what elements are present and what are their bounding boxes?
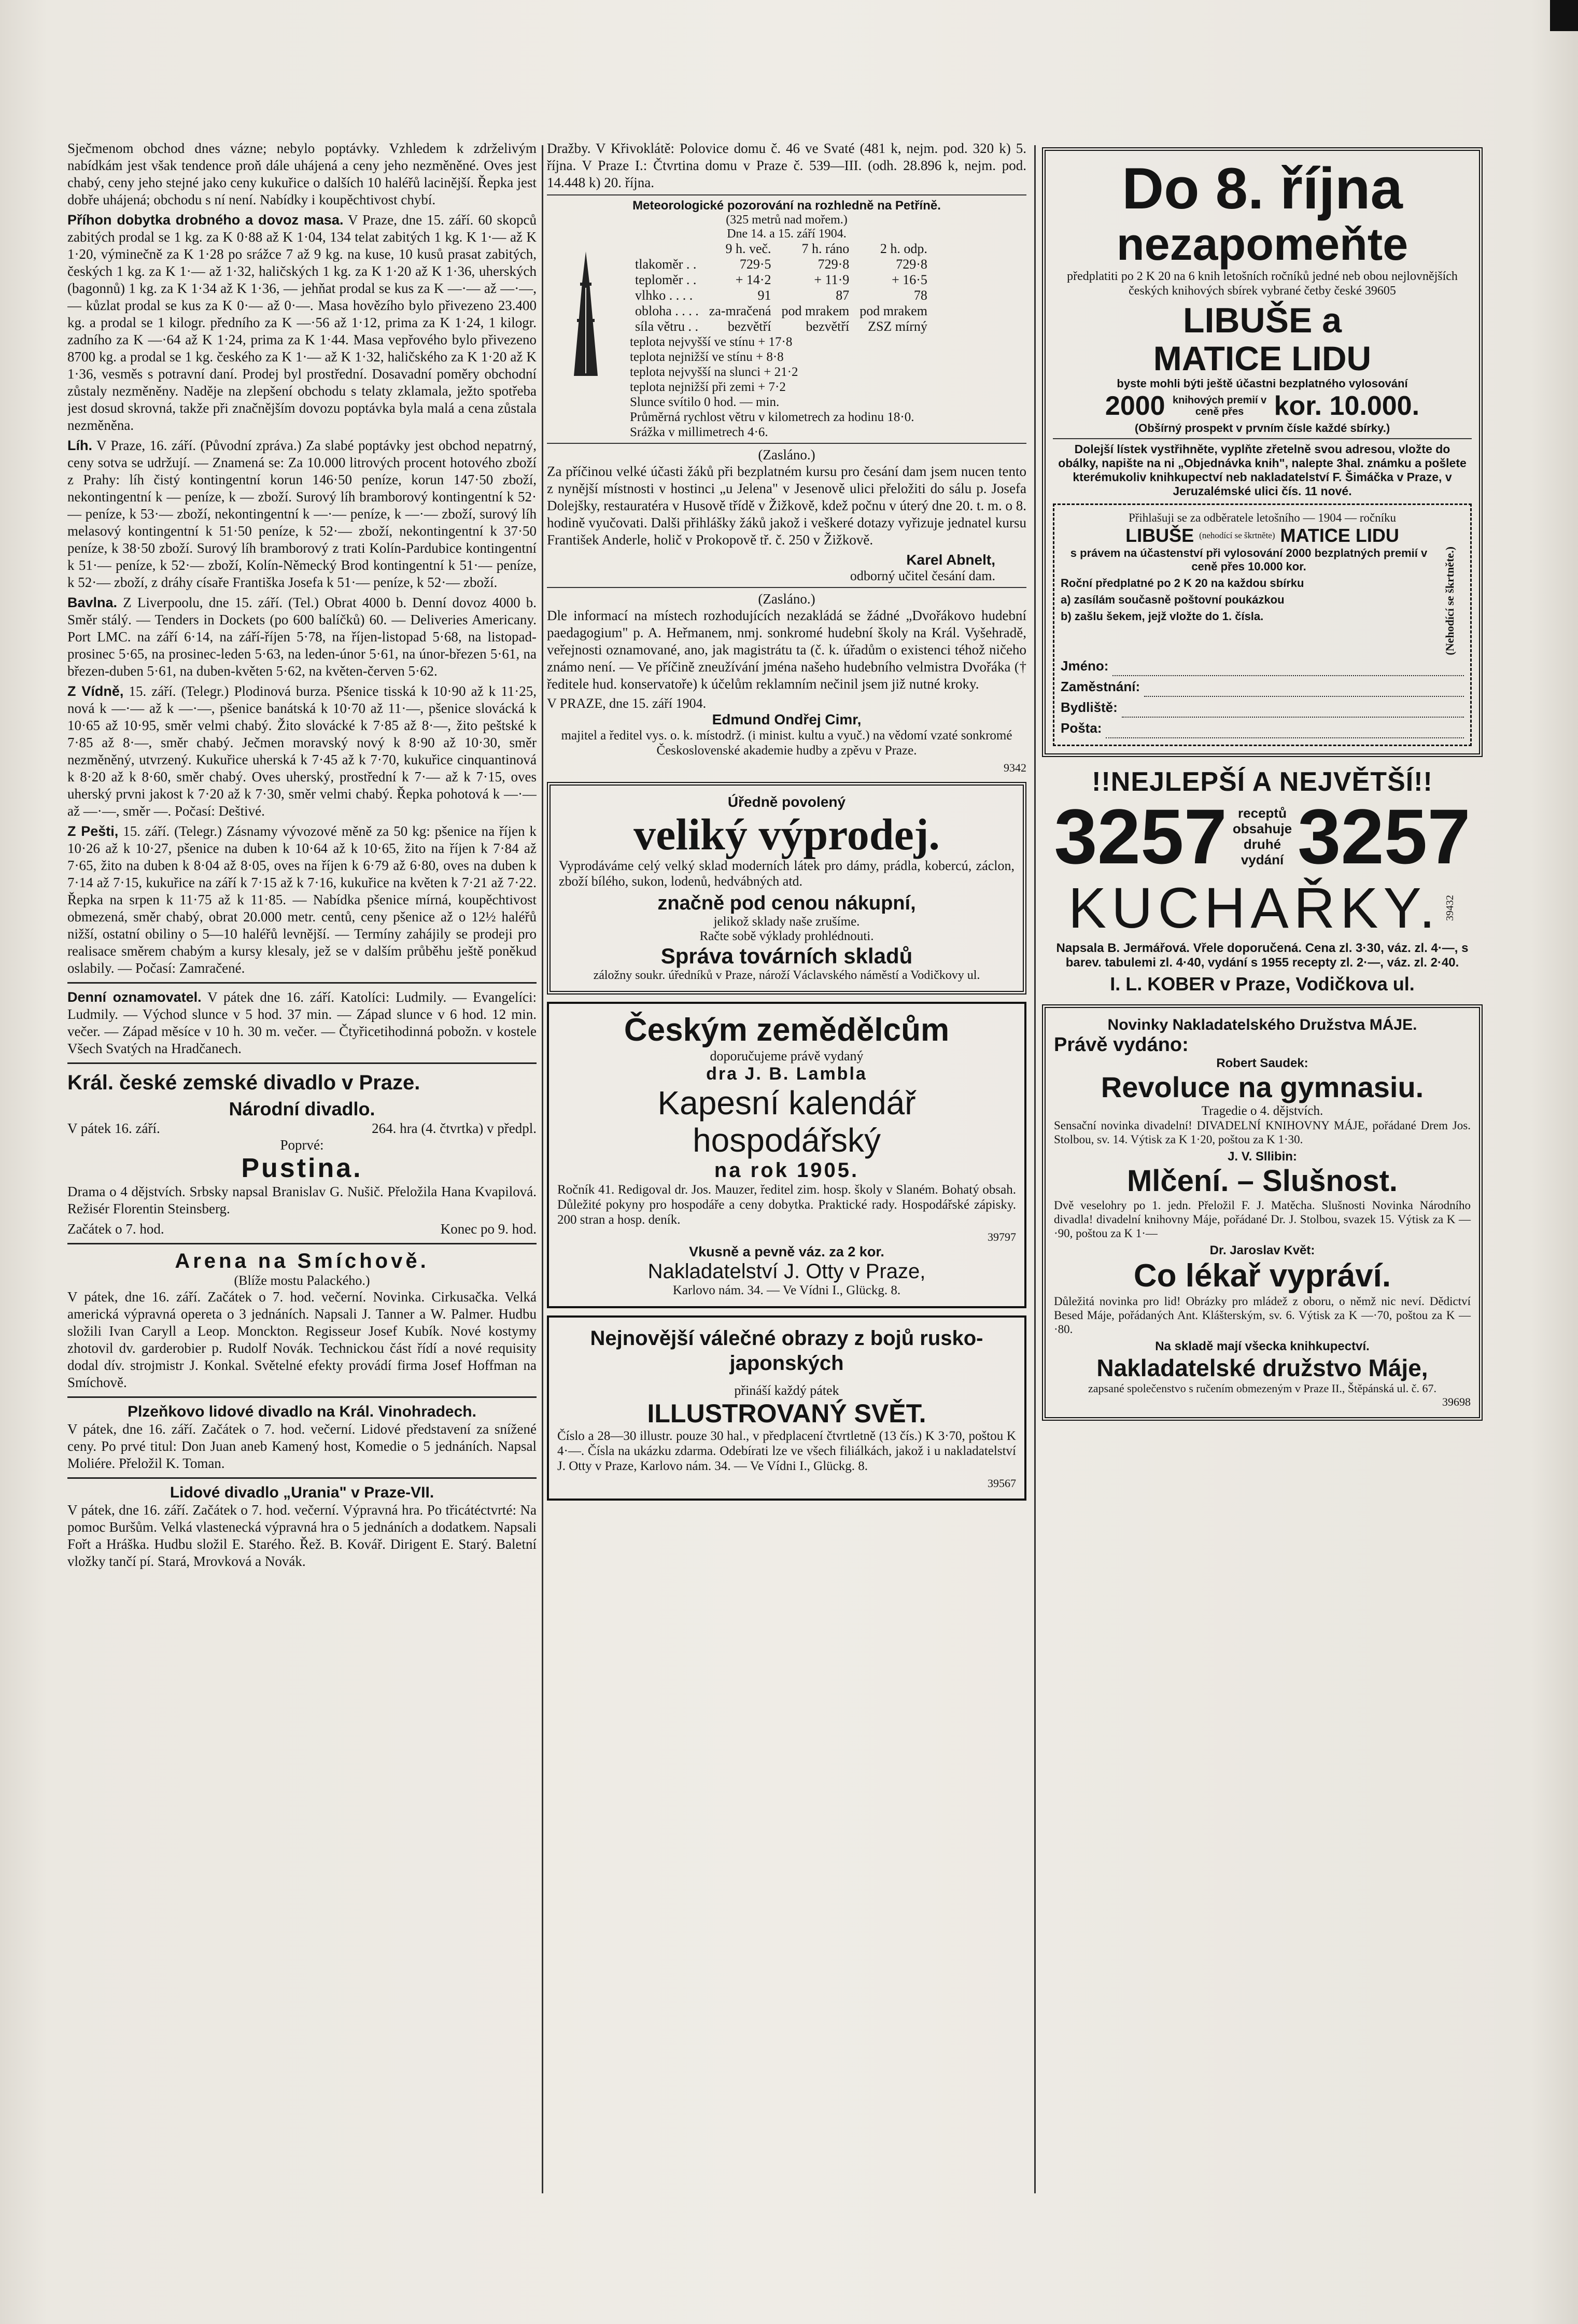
arena-title: Arena na Smíchově. [175, 1250, 429, 1272]
cook-number-right: 3257 [1298, 792, 1471, 880]
met-table [630, 241, 933, 334]
ad1-matice: MATICE LIDU [1153, 339, 1372, 377]
form-side-note: (Nehodící se škrtněte.) [1443, 547, 1456, 655]
separator [67, 1477, 537, 1479]
libuse-advert [1042, 147, 1483, 757]
sale-note: jelikož sklady naše zrušíme. [713, 915, 860, 929]
cook-pub: I. L. KOBER v Praze, Vodičkova ul. [1110, 973, 1415, 995]
cook-mid: receptů obsahuje druhé vydání [1232, 805, 1292, 867]
zaslano2-place: V PRAZE, dne 15. září 1904. [547, 696, 707, 711]
form-field-name[interactable] [1061, 655, 1464, 676]
form-pay: Roční předplatné po 2 K 20 na každou sbírku [1061, 577, 1304, 590]
separator [1053, 438, 1472, 439]
separator [67, 1396, 537, 1398]
livestock-text: V Praze, dne 15. září. 60 skopců zabitých prodal se 1 kg. za K 0·88 až K 1·04, 134 telat zabitých 1 kg. K 1·— až K 1·20, výminečně za K 1·28 po srážce 7 až 9 kg. na kuse, 10 kusů prasat zabitých, českých 1 kg. za K 1·— až 1·32, haličských 1 kg. za K 1·20 až K 1·36, uherských (bagonnů) 1 kg. za K 1·34 až K 1·36, — jehňat prodal se kus za K —·— až —·—, — kůzlat prodal se kus za K 0·— až 0·—. Masa hovězího bylo přivezeno 23.400 kg. a prodal se 1 kilogr. předního za K —·56 až 1·12, prima za K 1·24, 1 kilogr. zadního za K —·64 až K 1·24, prima za K 1·44. Masa vepřového bylo přivezeno 8700 kg. a prodal se 1 kg. českého za K 1·— až K 1·32, haličského za K 1·20 až K 1·36, vesměs s potravní daní. Prodej byl prostřední. Dosavadní poměry obchodní zůstaly nezměněny. Naděje na zlepšení obchodu s telaty zklamala, ježto spotřeba jest dosud skrovná, takže při značnějším dovozu poptávka byla malá a cena zůstala nezměněna. [67, 212, 537, 433]
met-header: 2 h. odp. [880, 241, 927, 256]
column-rule-1 [542, 145, 543, 2193]
ad1-prize-number: 2000 [1105, 391, 1165, 421]
zaslano1-role: odborný učitel česání dam. [850, 568, 995, 583]
national-theatre-title: Národní divadlo. [229, 1098, 375, 1119]
spirit-report [67, 437, 537, 591]
maj-addr: zapsané společenstvo s ručením obmezeným v Praze II., Štěpánská ul. č. 67. [1088, 1381, 1436, 1395]
almanac-text: V pátek dne 16. září. Katolíci: Ludmily. — Evangelíci: Ludmily. — Východ slunce v 5 hod. 37 min. — Západ slunce v 6 hod. 12 min. večer. — Západ měsíce v 10 h. 30 m. večer. — Čtyřicetihodinná pobožn. v kostele Všech Svatých na Hradčanech. [67, 989, 537, 1056]
nd-perf: 264. hra (4. čtvrtka) v předpl. [372, 1121, 537, 1136]
ad1-text [1053, 269, 1472, 298]
maj-stock: Na skladě mají všecka knihkupectví. [1155, 1339, 1370, 1353]
met-notes [630, 334, 1026, 440]
nd-date-row [67, 1120, 537, 1137]
met-value: + 11·9 [814, 272, 850, 287]
form-field-occupation[interactable] [1061, 676, 1464, 697]
plzen-text: V pátek, dne 16. září. Začátek o 7. hod. večerní. Lidové představení za snížené ceny. Po prvé titul: Don Juan aneb Kamený host, Komedie o 5 jednáních. Napsal Moliére. Přeložil K. Toman. [67, 1421, 537, 1471]
petrin-tower-icon [568, 251, 604, 381]
met-note: teplota nejvyšší na slunci + 21·2 [630, 365, 798, 379]
sale-firm: Správa továrních skladů [660, 944, 913, 968]
met-sub: (325 metrů nad mořem.) [726, 213, 848, 227]
separator [547, 587, 1026, 588]
met-label: tlakoměr . . [635, 257, 697, 272]
met-value: pod mrakem [860, 303, 927, 318]
form-main [1061, 547, 1437, 655]
met-value: 729·8 [896, 257, 927, 272]
met-label: síla větru . . [635, 319, 699, 334]
met-header-row [630, 241, 933, 257]
met-value: + 14·2 [735, 272, 771, 287]
cal-text: Ročník 41. Redigoval dr. Jos. Mauzer, ředitel zim. hosp. školy v Slaném. Bohatý obsah. Důležité pokyny pro hospodáře a ceny dobytka. Praktické rady. Hospodářské zápisky. 200 stran a hosp. deník. [557, 1183, 1016, 1227]
met-note: Slunce svítilo 0 hod. — min. [630, 395, 780, 409]
form-text: s právem na účastenství při vylosování 2000 bezplatných premií v ceně přes 10.000 kor. [1070, 547, 1428, 573]
field-label: Pošta: [1061, 720, 1102, 736]
form-field-post[interactable] [1061, 718, 1464, 738]
sale-kicker: Úředně povolený [727, 794, 846, 810]
met-header: 7 h. ráno [801, 241, 850, 256]
met-title: Meteorologické pozorování na rozhledně na Petříně. [632, 199, 941, 213]
war-text2: Číslo a 28—30 illustr. pouze 30 hal., v předplacení čtvrtletně (13 čís.) K 3·70, poštou K 4·—. Čísla na ukázku zdarma. Odebírati lze ve všech filiálkách, jakož i u nakladatelství J. Otty v Praze, Karlovo nám. 34. — Ve Vídni I., Glückg. 8. [557, 1429, 1016, 1473]
met-row [630, 303, 933, 319]
column-notices-ads [547, 140, 1026, 2209]
met-block [547, 241, 1026, 440]
war-num: 39567 [988, 1477, 1016, 1490]
cookbook-advert [1042, 766, 1483, 995]
calendar-advert [547, 1002, 1026, 1308]
maj-text2: Dvě veselohry po 1. jedn. Přeložil F. J. Matěcha. Slušnosti Novinka Národního divadla! divadelní knihovny Máje, pořádané Dr. J. Stolbou, svazek 15. Výtisk za K —·90, poštou za K 1·— [1054, 1198, 1471, 1240]
met-label: obloha . . . . [635, 303, 699, 318]
maj-head: Novinky Nakladatelského Družstva MÁJE. [1107, 1016, 1417, 1033]
war-title: Nejnovější válečné obrazy z bojů rusko-japonských [590, 1327, 983, 1375]
zaslano1-signature [547, 552, 1026, 584]
met-row [630, 319, 933, 334]
form-b[interactable]: b) zašlu šekem, jejž vložte do 1. čísla. [1061, 610, 1264, 623]
field-label: Jméno: [1061, 657, 1109, 674]
met-value: za-mračená [709, 303, 771, 318]
cook-title: KUCHAŘKY. [1068, 876, 1441, 940]
field-line[interactable] [1106, 724, 1464, 738]
ad1-sub: nezapomeňte [1116, 218, 1408, 270]
livestock-title: Příhon dobytka drobného a dovoz masa. [67, 212, 344, 228]
maj-pub: Nakladatelské družstvo Máje, [1096, 1354, 1428, 1381]
separator [67, 1062, 537, 1064]
cook-text: Napsala B. Jermářová. Vřele doporučená. Cena zl. 3·30, váz. zl. 4·—, s barev. tabulemi zl. 4·40, vydání s 1955 recepty zl. 2·—, váz. zl. 2·40. [1056, 941, 1469, 970]
ad1-prize-row [1053, 390, 1472, 422]
cal-title1: Kapesní kalendář [657, 1084, 916, 1122]
urania-text: V pátek, dne 16. září. Začátek o 7. hod. večerní. Výpravná hra. Po třicátéctvrté: Na pomoc Buršům. Velká vlastenecká výpravná hra o 5 jednáních a dodatkem. Napsali Fořt a Hráška. Hudbu složil E. Starého. Řež. B. Kovář. Dirigent E. Starý. Baletní vložky tančí pí. Stará, Mrovková a Novák. [67, 1502, 537, 1569]
sale-price: značně pod cenou nákupní, [657, 892, 916, 914]
met-row [630, 288, 933, 303]
ad1-text-body: předplatiti po 2 K 20 na 6 knih letošních ročníků jedné neb obou nejlovnějších českých knihových sbírek vybrané četby české [1067, 270, 1458, 298]
sale-note2: Račte sobě výklady prohlédnouti. [699, 929, 874, 943]
met-value: 729·5 [739, 257, 771, 272]
lih-title: Líh. [67, 438, 92, 453]
maj-sub1: Tragedie o 4. dějstvích. [1201, 1103, 1323, 1118]
sale-title: veliký výprodej. [633, 809, 940, 859]
vienna-report [67, 683, 537, 820]
separator [67, 982, 537, 984]
met-row [630, 272, 933, 288]
met-note: teplota nejnižší při zemi + 7·2 [630, 380, 786, 394]
maj-title3: Co lékař vypráví. [1133, 1257, 1391, 1294]
maj-author3: Dr. Jaroslav Květ: [1209, 1243, 1315, 1257]
war-pictures-advert [547, 1315, 1026, 1501]
pest-report [67, 823, 537, 977]
cal-addr: Karlovo nám. 34. — Ve Vídni I., Glückg. 8. [672, 1283, 901, 1297]
auction-notice: Dražby. V Křivoklátě: Polovice domu č. 46 ve Svaté (481 k, nejm. pod. 320 k) 5. října. V Praze I.: Čtvrtina domu v Praze č. 539—III. (odh. 28.896 k, nejm. pod. 14.448 k) 20. října. [547, 141, 1026, 190]
ad1-libuse: LIBUŠE a [1182, 301, 1342, 340]
maj-new: Právě vydáno: [1054, 1033, 1189, 1056]
met-value: ZSZ mírný [868, 319, 927, 334]
column-adverts [1042, 140, 1483, 2209]
met-value: 78 [913, 288, 927, 303]
lih-text: V Praze, 16. září. (Původní zpráva.) Za slabé poptávky jest obchod nepatrný, ceny sotva se udržují. — Znamená se: Za 10.000 litrových procent hotového zboží z Prahy: líh čistý kontingentní korun 146·50 peníze, korun 147·50 zboží, nekontingentní k — peníze, k — zboží. Surový líh bramborový kontingentní k 52·— peníze, k 53·— zboží, nekontingentní k —·— peníze, k —·— zboží, surový líh melasový kontingentní k 51·50 peníze, k 52·— zboží, nekontingentní k 37·50 peníze, k 38·50 zboží. Surový líh bramborový z trati Kolín-Pardubice kontingentní k 51·— peníze, k 52·— zboží, Kolín-Německý Brod kontingentní k 51·— peníze, k 52·— zboží, z dráhy císaře Františka Josefa k 51·— peníze, k 52·— zboží. [67, 438, 537, 590]
cook-title-row [1042, 875, 1483, 941]
form-or: (nehodící se škrtněte) [1199, 530, 1275, 540]
met-value: bezvětří [806, 319, 850, 334]
met-value: pod mrakem [781, 303, 850, 318]
market-intro: Sječmenom obchod dnes vázne; nebylo poptávky. Vzhledem k zdrželivým nabídkám jest však tendence proň dále uhájená a ceny jeho nezměněné. Oves jest chabý, ceny jeho stejné jako ceny kukuřice o dalších 10 haléřů lacinější. Řepka jest dobře uhájená; obchodu s ní není. Nabídky i koupěchtivost chybí. [67, 141, 537, 207]
pest-text: 15. září. (Telegr.) Zásnamy vývozové měně za 50 kg: pšenice na říjen k 10·26 až k 10·27, pšenice na duben k 10·64 až k 10·65, žito na říjen k 7·84 až 7·65, žito na duben k 8·04 až 8·05, oves na říjen k 6·79 až 6·80, oves na duben k 7·14 až 7·15, kukuřice na září k 7·15 až k 7·16, kukuřice na květen k 7·21 až 7·22. Řepka na srpen k 11·75 až k 11·85. — Nabídka pšenice mírná, koupěchtivost obmezená, směr chabý, obrat 20.000 metr. centů, ceny pšenice až o 12½ haléřů nižší, ostatní obiliny o 5—10 haléřů levnější. — Termíny zahájily se prodeji pro realisace směrem chabým a kursy klesaly, jež se v dalším průběhu ještě poněkud oslabily. — Počasí: Zamračené. [67, 823, 537, 976]
column-market-theatre [67, 140, 537, 2209]
cal-title2: hospodářský [693, 1122, 881, 1159]
cook-side-num: 39432 [1444, 895, 1456, 921]
zaslano2-num: 9342 [1004, 761, 1026, 774]
zaslano2-text: Dle informací na místech rozhodujících nezakládá se žádné „Dvořákovo hudební paedagogium" p. A. Heřmanem, nmj. sonkromé hudební školy na Král. Vyšehradě, veřejnosti oznamované, ano, jak magistrátu ta (č. k. úřadům o existenci téhož ničeho známo není. — Ve příčině zneužívání jména našeho hudebního velmistra Dvořáka († ředitele hud. konservatoře) k účelům reklamním nečinil jsem již nutné kroky. [547, 608, 1026, 692]
sale-text: Vyprodáváme celý velký sklad moderních látek pro dámy, prádla, kobercú, záclon, zboží bílého, sukon, lodenů, hedvábných atd. [559, 858, 1015, 889]
column-rule-2 [1034, 145, 1036, 2193]
zaslano2-title: (Zasláno.) [758, 591, 815, 607]
ad1-text2: byste mohli býti ještě účastni bezplatného vylosování [1117, 377, 1408, 390]
livestock-report [67, 212, 537, 434]
cook-number-left: 3257 [1054, 792, 1227, 880]
maj-author1: Robert Saudek: [1216, 1056, 1308, 1070]
separator [547, 194, 1026, 195]
met-note: teplota nejvyšší ve stínu + 17·8 [630, 335, 793, 349]
vidne-text: 15. září. (Telegr.) Plodinová burza. Pšenice tisská k 10·90 až k 11·25, nová k —·— až k —·—, pšenice banátská k 10·70 až 11·—, pšenice slovácká k 10·65 až 10·95, směr velmi chabý. Žito slovácké k 7·85 až 8·—, žito peštské k 7·85 až 8·—, směr chabý. Ječmen moravský nový k 8·90 až 10·30, směr nezměněný, utvrzený. Kukuřice uherská k 7·45 až k 7·70, kukuřice cinquantinová k 8·20 až k 8·60, směr chabý. Oves uherský, prostřední k 7·— až k 7·15, oves uherský prvni jakost k 7·20 až k 7·30, směr velmi chabý. Řepka pohotová k —·— až —·—, směr —. Počasí: Deštivé. [67, 683, 537, 819]
met-value: 91 [757, 288, 771, 303]
order-form[interactable] [1053, 503, 1472, 746]
met-value: bezvětří [727, 319, 771, 334]
zaslano1-text: Za příčinou velké účasti žáků při bezplatném kursu pro česání dam jsem nucen tento z nynější místnosti v hostinci „u Jelena" v Jesenově ulici přeložiti do sálu p. Josefa Dolejšky, restauratéra v Husově třídě v Žižkově, kdež počnu v úterý dne 20. t. m. o 8. hodině vyučovati. Dalši přihlášky žáků jakož i veškeré dotazy vyřizuje jednatel kursu František Anderle, holič v Prokopově tř. č. 250 v Žižkově. [547, 464, 1026, 548]
ad1-num: 39605 [1364, 284, 1396, 298]
maj-title1: Revoluce na gymnasiu. [1101, 1070, 1424, 1103]
nd-time-row [67, 1221, 537, 1238]
cal-rec: doporučujeme právě vydaný [710, 1048, 864, 1063]
form-matice[interactable]: MATICE LIDU [1280, 525, 1399, 546]
form-a[interactable]: a) zasílám současně poštovní poukázkou [1061, 593, 1285, 606]
nd-premiere: Poprvé: [280, 1137, 324, 1153]
ad1-ticket: Dolejší lístek vystřihněte, vyplňte zřetelně svou adresou, vložte do obálky, napište na ni „Objednávka knih", nalepte 3hal. známku a pošlete kterémukoliv knihkupectví neb nakladatelství F. Šimáčka v Praze, v Jeruzalémské ulici čís. 11 nové. [1058, 442, 1467, 498]
war-magazine: ILLUSTROVANÝ SVĚT. [647, 1399, 926, 1428]
corner-mark [1550, 0, 1578, 31]
maj-num: 39698 [1442, 1395, 1471, 1408]
met-date: Dne 14. a 15. září 1904. [727, 227, 847, 241]
met-value: 729·8 [818, 257, 850, 272]
vidne-title: Z Vídně, [67, 683, 124, 699]
cal-num: 39797 [988, 1230, 1016, 1243]
war-text: přináší každý pátek [734, 1383, 839, 1398]
maje-advert [1042, 1004, 1483, 1421]
field-label: Bydliště: [1061, 699, 1118, 715]
form-intro: Přihlašuji se za odběratele letošního — 1904 — ročníku [1128, 511, 1397, 524]
met-note: teplota nejnižší ve stínu + 8·8 [630, 350, 784, 364]
form-body [1061, 547, 1464, 655]
bavlna-text: Z Liverpoolu, dne 15. září. (Tel.) Obrat 4000 b. Denní dovoz 4000 b. Směr stálý. — Tenders in Dockets (po 600 balíčků) 60. — Deliveries Americany. Port LMC. na září 6·14, na září-říjen 5·78, na říjen-listopad 5·68, na listopad-prosinec 5·65, na prosinec-leden 5·63, na leden-únor 5·61, na únor-březen 5·61, na březen-duben 5·61, na duben-květen 5·62, na květen-červen 5·62. [67, 595, 537, 679]
theatre-title: Král. české zemské divadlo v Praze. [67, 1071, 420, 1094]
nd-end: Konec po 9. hod. [440, 1221, 537, 1237]
cal-author: dra J. B. Lambla [706, 1064, 867, 1084]
nd-start: Začátek o 7. hod. [67, 1221, 164, 1237]
maj-text1: Sensační novinka divadelní! DIVADELNÍ KNIHOVNY MÁJE, pořádané Drem Jos. Stolbou, sv. 14. Výtisk za K 1·20, poštou za K 1·30. [1054, 1118, 1471, 1146]
arena-sub: (Blíže mostu Palackého.) [234, 1273, 370, 1288]
maj-title2: Mlčení. – Slušnost. [1126, 1164, 1398, 1198]
ad1-prize-mid: knihových premií v ceně přes [1173, 395, 1267, 417]
urania-title: Lidové divadlo „Urania" v Praze-VII. [170, 1484, 434, 1501]
cook-head: !!NEJLEPŠÍ A NEJVĚTŠÍ!! [1092, 766, 1433, 797]
field-label: Zaměstnání: [1061, 678, 1140, 694]
met-label: vlhko . . . . [635, 288, 693, 303]
cook-number-row [1042, 792, 1483, 880]
met-note: Srážka v millimetrech 4·6. [630, 425, 768, 439]
separator [67, 1243, 537, 1244]
cal-price: Vkusně a pevně váz. za 2 kor. [689, 1244, 884, 1259]
arena-text: V pátek, dne 16. září. Začátek o 7. hod. večerní. Novinka. Cirkusačka. Velká americká výpravná opereta o 3 jednáních. Napsali J. Tanner a W. Palmer. Hudbu složili Ivan Caryll a Leop. Monckton. Regisseur Josef Kubík. Nové kostymy zhotovil dv. garderobier p. Rudolf Novák. Technickou část řídí a nové requisity dodal dív. strojmistr J. Konkal. Světelné efekty provádí firma Josef Hoffman na Smíchově. [67, 1289, 537, 1390]
nd-date: V pátek 16. září. [67, 1121, 160, 1136]
cal-pub: Nakladatelství J. Otty v Praze, [647, 1260, 926, 1283]
cal-head: Českým zemědělcům [624, 1012, 950, 1048]
ad1-prize: kor. 10.000. [1274, 391, 1420, 421]
field-line[interactable] [1112, 662, 1464, 676]
bavlna-title: Bavlna. [67, 595, 118, 610]
met-note: Průměrná rychlost větru v kilometrech za hodinu 18·0. [630, 410, 914, 424]
cotton-report [67, 594, 537, 680]
sale-advert [547, 782, 1026, 995]
met-header: 9 h. več. [725, 241, 771, 256]
form-field-residence[interactable] [1061, 697, 1464, 718]
field-line[interactable] [1122, 703, 1464, 718]
maj-text3: Důležitá novinka pro lid! Obrázky pro mládež z oboru, o němž nic neví. Dědictví Besed Máje, pořádaných Ant. Klášterským, sv. 6. Výtisk za K —·70, poštou za K —·80. [1054, 1294, 1471, 1336]
form-choice [1061, 525, 1464, 547]
form-libuse[interactable]: LIBUŠE [1125, 525, 1194, 546]
nd-desc: Drama o 4 dějstvích. Srbsky napsal Branislav G. Nušič. Přeložila Hana Kvapilová. Režisér Florentin Steinsberg. [67, 1184, 537, 1216]
pest-title: Z Pešti, [67, 823, 119, 839]
zaslano2-role: majitel a ředitel vys. o. k. místodrž. (i minist. kultu a vyuč.) na vědomí vzaté sonkromé Československé akademie hudby a zpěvu v Praze. [561, 729, 1012, 758]
met-value: + 16·5 [892, 272, 927, 287]
ad1-title: Do 8. října [1122, 156, 1403, 221]
zaslano1-title: (Zasláno.) [758, 447, 815, 463]
met-value: 87 [836, 288, 850, 303]
ad1-prospekt: (Obšírný prospekt v prvním čísle každé sbírky.) [1134, 422, 1390, 435]
met-row [630, 257, 933, 272]
maj-author2: J. V. Sllibin: [1228, 1149, 1297, 1164]
cal-year: na rok 1905. [714, 1159, 860, 1182]
zaslano1-sign: Karel Abnelt, [906, 552, 995, 568]
almanac-title: Denní oznamovatel. [67, 989, 202, 1005]
sale-addr: záložny soukr. úředníků v Praze, nároží Václavského náměstí a Vodičkovy ul. [593, 969, 980, 982]
almanac [67, 989, 537, 1057]
field-line[interactable] [1144, 682, 1464, 697]
zaslano2-sign: Edmund Ondřej Cimr, [712, 711, 862, 727]
nd-play-title: Pustina. [241, 1153, 363, 1183]
met-label: teploměr . . [635, 272, 697, 287]
separator [547, 443, 1026, 444]
plzen-title: Plzeňkovo lidové divadlo na Král. Vinohradech. [128, 1403, 476, 1420]
